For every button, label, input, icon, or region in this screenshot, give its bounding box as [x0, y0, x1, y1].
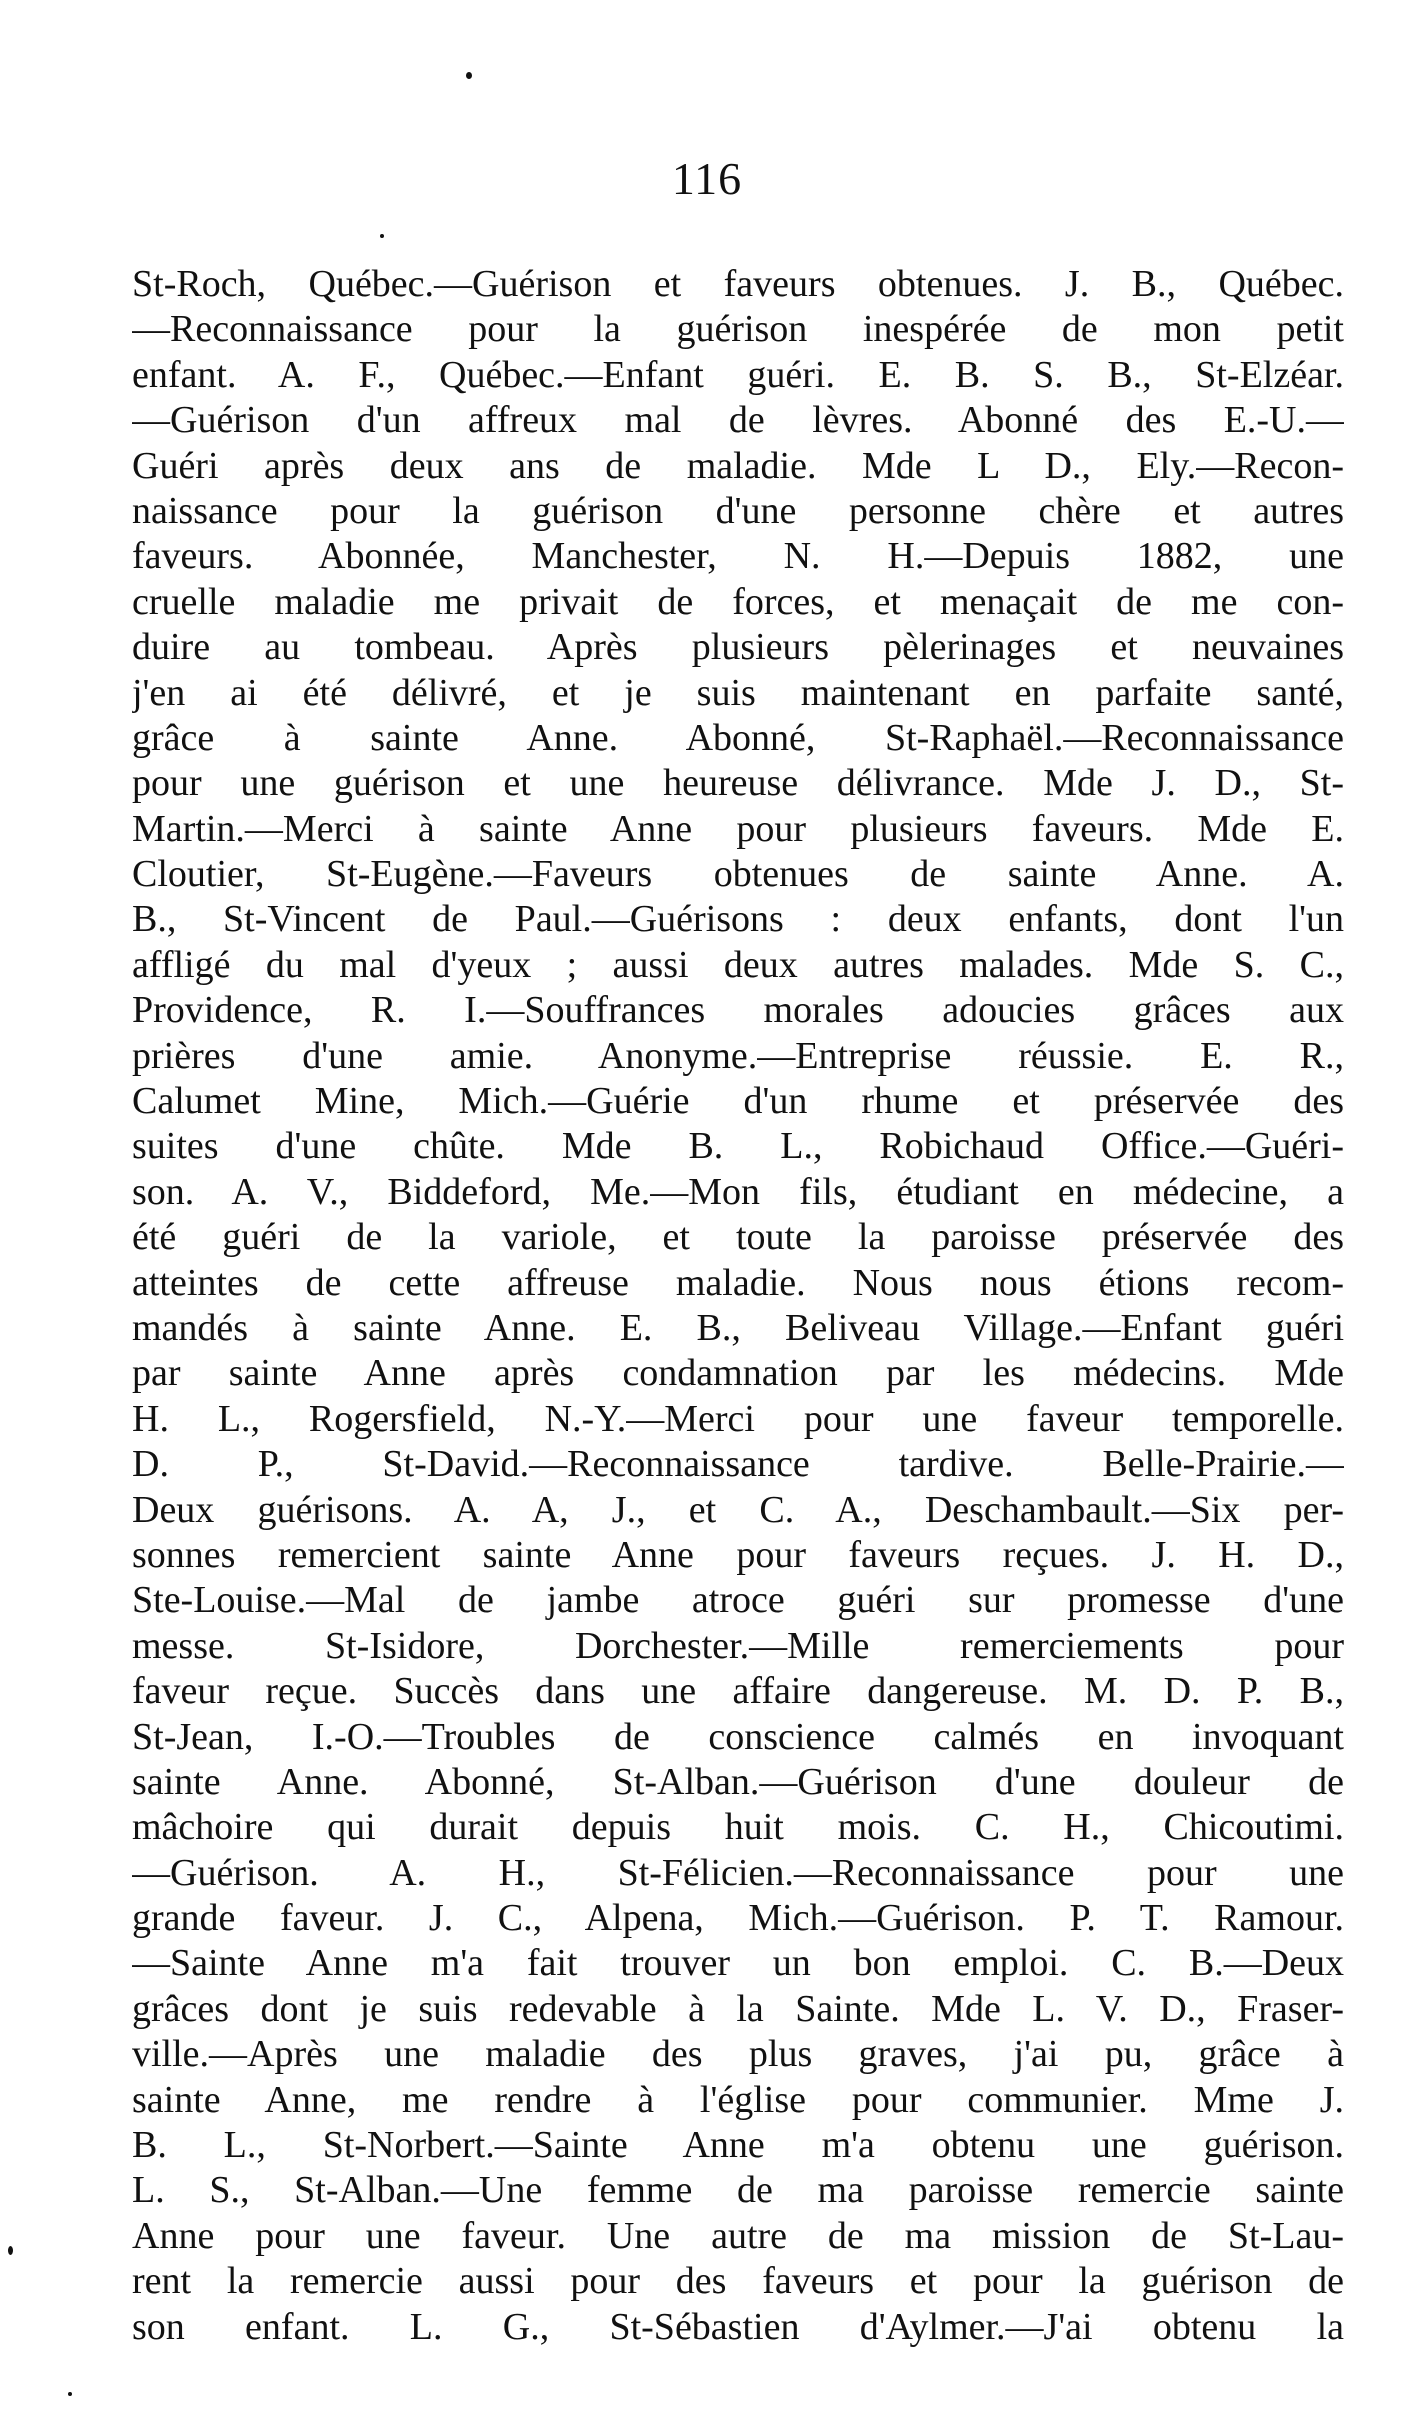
text-line: mandés à sainte Anne. E. B., Beliveau Village.—Enfant guéri	[132, 1306, 1344, 1349]
text-line: son. A. V., Biddeford, Me.—Mon fils, étudiant en médecine, a	[132, 1170, 1344, 1213]
text-line: sainte Anne, me rendre à l'église pour communier. Mme J.	[132, 2078, 1344, 2121]
text-line: D. P., St-David.—Reconnaissance tardive. Belle-Prairie.—	[132, 1443, 1344, 1486]
text-line: grande faveur. J. C., Alpena, Mich.—Guérison. P. T. Ramour.	[132, 1897, 1344, 1940]
text-line: —Guérison d'un affreux mal de lèvres. Abonné des E.-U.—	[132, 399, 1344, 442]
text-line: —Guérison. A. H., St-Félicien.—Reconnaissance pour une	[132, 1851, 1344, 1894]
text-line: été guéri de la variole, et toute la paroisse préservée des	[132, 1216, 1344, 1259]
text-line: Guéri après deux ans de maladie. Mde L D., Ely.—Recon-	[132, 444, 1344, 487]
text-line: pour une guérison et une heureuse délivrance. Mde J. D., St-	[132, 762, 1344, 805]
text-line: St-Roch, Québec.—Guérison et faveurs obtenues. J. B., Québec.	[132, 263, 1344, 305]
text-line: messe. St-Isidore, Dorchester.—Mille remerciements pour	[132, 1624, 1344, 1667]
text-line: L. S., St-Alban.—Une femme de ma paroisse remercie sainte	[132, 2169, 1344, 2212]
ink-speck-top	[466, 72, 472, 79]
text-line: grâce à sainte Anne. Abonné, St-Raphaël.—Reconnaissance	[132, 716, 1344, 759]
text-line: sainte Anne. Abonné, St-Alban.—Guérison d'une douleur de	[132, 1760, 1344, 1803]
text-line: cruelle maladie me privait de forces, et menaçait de me con-	[132, 580, 1344, 623]
ink-speck-bottom	[68, 2392, 72, 2396]
text-line: duire au tombeau. Après plusieurs pèlerinages et neuvaines	[132, 626, 1344, 669]
text-line: Ste-Louise.—Mal de jambe atroce guéri sur promesse d'une	[132, 1579, 1344, 1622]
text-line: B., St-Vincent de Paul.—Guérisons : deux enfants, dont l'un	[132, 898, 1344, 941]
text-line: faveurs. Abonnée, Manchester, N. H.—Depuis 1882, une	[132, 535, 1344, 578]
ink-speck-left-margin	[8, 2246, 13, 2255]
text-line: —Sainte Anne m'a fait trouver un bon emploi. C. B.—Deux	[132, 1942, 1344, 1985]
text-line: suites d'une chûte. Mde B. L., Robichaud Office.—Guéri-	[132, 1125, 1344, 1168]
text-line: B. L., St-Norbert.—Sainte Anne m'a obtenu une guérison.	[132, 2124, 1344, 2167]
text-line: mâchoire qui durait depuis huit mois. C. H., Chicoutimi.	[132, 1806, 1344, 1849]
text-line: St-Jean, I.-O.—Troubles de conscience calmés en invoquant	[132, 1715, 1344, 1758]
text-line: j'en ai été délivré, et je suis maintenant en parfaite santé,	[132, 671, 1344, 714]
body-text	[132, 262, 1344, 2350]
text-line: grâces dont je suis redevable à la Sainte. Mde L. V. D., Fraser-	[132, 1987, 1344, 2030]
text-line: rent la remercie aussi pour des faveurs et pour la guérison de	[132, 2260, 1344, 2303]
text-line: Cloutier, St-Eugène.—Faveurs obtenues de sainte Anne. A.	[132, 853, 1344, 896]
text-line: H. L., Rogersfield, N.-Y.—Merci pour une faveur temporelle.	[132, 1397, 1344, 1440]
text-line: Martin.—Merci à sainte Anne pour plusieurs faveurs. Mde E.	[132, 807, 1344, 850]
text-line: sonnes remercient sainte Anne pour faveurs reçues. J. H. D.,	[132, 1533, 1344, 1576]
text-line: affligé du mal d'yeux ; aussi deux autres malades. Mde S. C.,	[132, 943, 1344, 986]
ink-speck-upper	[380, 234, 384, 238]
text-line: naissance pour la guérison d'une personne chère et autres	[132, 489, 1344, 532]
text-line: Calumet Mine, Mich.—Guérie d'un rhume et préservée des	[132, 1080, 1344, 1123]
text-line: atteintes de cette affreuse maladie. Nous nous étions recom-	[132, 1261, 1344, 1304]
text-line: Deux guérisons. A. A, J., et C. A., Deschambault.—Six per-	[132, 1488, 1344, 1531]
text-line: par sainte Anne après condamnation par les médecins. Mde	[132, 1352, 1344, 1395]
text-line: —Reconnaissance pour la guérison inespérée de mon petit	[132, 308, 1344, 351]
text-line: faveur reçue. Succès dans une affaire dangereuse. M. D. P. B.,	[132, 1670, 1344, 1713]
page-number: 116	[671, 153, 743, 204]
text-line: ville.—Après une maladie des plus graves, j'ai pu, grâce à	[132, 2033, 1344, 2076]
text-line: enfant. A. F., Québec.—Enfant guéri. E. B. S. B., St-Elzéar.	[132, 353, 1344, 396]
text-line: Anne pour une faveur. Une autre de ma mission de St-Lau-	[132, 2214, 1344, 2257]
text-line: Providence, R. I.—Souffrances morales adoucies grâces aux	[132, 989, 1344, 1032]
text-line: prières d'une amie. Anonyme.—Entreprise réussie. E. R.,	[132, 1034, 1344, 1077]
text-line: son enfant. L. G., St-Sébastien d'Aylmer.—J'ai obtenu la	[132, 2305, 1344, 2348]
